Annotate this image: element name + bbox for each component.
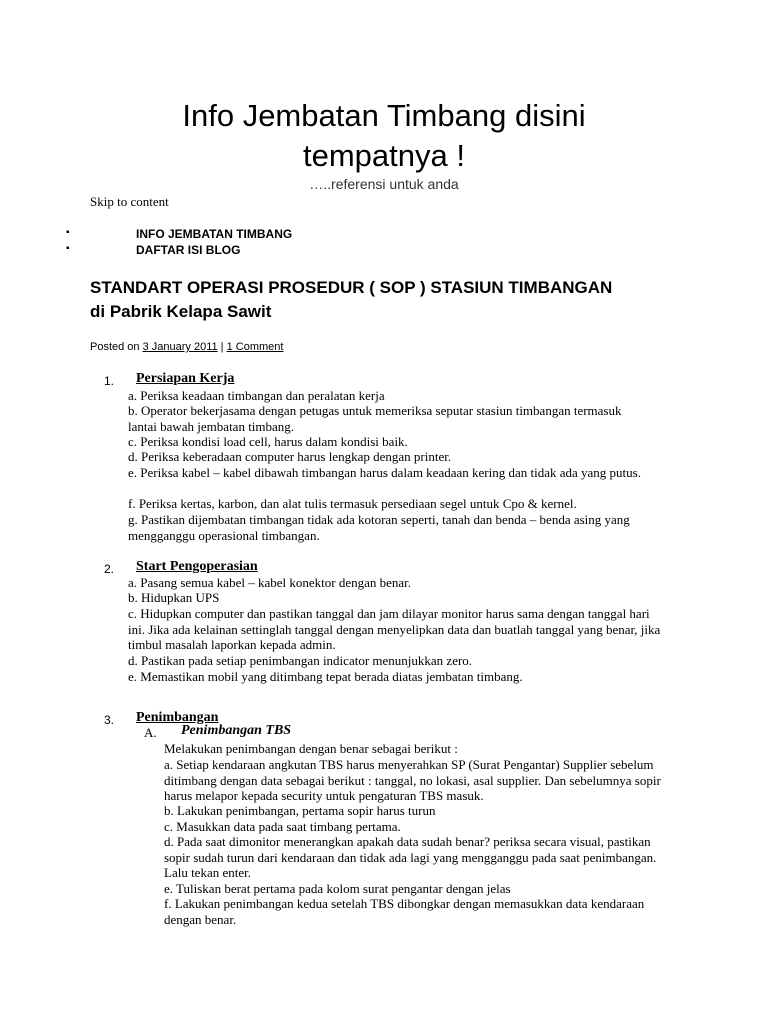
bullet-icon: ▪ — [66, 227, 70, 238]
list-item: d. Pada saat dimonitor menerangkan apakah data sudah benar? periksa secara visual, pastikan sopir sudah turun dari kendaraan dan tidak ada lagi yang mengganggu pada saat penimbangan. Lalu tekan enter. — [164, 834, 657, 881]
list-item: Melakukan penimbangan dengan benar sebagai berikut : — [164, 741, 458, 756]
site-tagline: …..referensi untuk anda — [309, 176, 459, 192]
section-heading: Penimbangan — [136, 710, 219, 725]
post-title-line-2[interactable]: di Pabrik Kelapa Sawit — [90, 302, 272, 321]
section-number: 2. — [104, 562, 115, 576]
list-item: c. Hidupkan computer dan pastikan tanggal dan jam dilayar monitor harus sama dengan tanggal hari ini. Jika ada kelainan settinglah tanggal dengan menyelipkan data dan buatlah tanggal yang benar, jika timbul masalah laporkan kepada admin. — [128, 606, 661, 653]
post-date-link[interactable]: 3 January 2011 — [142, 341, 218, 353]
list-item: d. Periksa keberadaan computer harus lengkap dengan printer. — [128, 449, 452, 464]
list-item: f. Periksa kertas, karbon, dan alat tulis termasuk persediaan segel untuk Cpo & kernel. — [128, 496, 577, 511]
list-item: a. Periksa keadaan timbangan dan peralatan kerja — [128, 388, 385, 403]
section-number: 3. — [104, 713, 115, 727]
site-title-line-1[interactable]: Info Jembatan Timbang disini — [182, 98, 586, 133]
list-item: a. Setiap kendaraan angkutan TBS harus menyerahkan SP (Surat Pengantar) Supplier sebelum ditimbang dengan data sebagai berikut : tanggal, no lokasi, asal supplier. Dan sebelumnya sopir harus melapor kepada security untuk pengaturan TBS masuk. — [164, 757, 661, 804]
list-item: b. Lakukan penimbangan, pertama sopir harus turun — [164, 803, 436, 818]
site-title-line-2[interactable]: tempatnya ! — [303, 138, 465, 173]
list-item: e. Memastikan mobil yang ditimbang tepat berada diatas jembatan timbang. — [128, 669, 523, 684]
list-item: c. Periksa kondisi load cell, harus dalam kondisi baik. — [128, 434, 408, 449]
list-item: e. Periksa kabel – kabel dibawah timbangan harus dalam keadaan kering dan tidak ada yang putus. — [128, 465, 641, 480]
list-item: g. Pastikan dijembatan timbangan tidak ada kotoran seperti, tanah dan benda – benda asing yang mengganggu operasional timbangan. — [128, 512, 630, 543]
subsection-letter: A. — [144, 725, 157, 740]
nav-item-label[interactable]: DAFTAR ISI BLOG — [136, 243, 241, 257]
list-item: d. Pastikan pada setiap penimbangan indicator menunjukkan zero. — [128, 653, 473, 668]
bullet-icon: ▪ — [66, 243, 70, 254]
list-item: b. Operator bekerjasama dengan petugas untuk memeriksa seputar stasiun timbangan termasuk lantai bawah jembatan timbang. — [128, 403, 622, 434]
list-item: e. Tuliskan berat pertama pada kolom surat pengantar dengan jelas — [164, 881, 511, 896]
list-item: f. Lakukan penimbangan kedua setelah TBS dibongkar dengan memasukkan data kendaraan dengan benar. — [164, 896, 645, 927]
list-item: b. Hidupkan UPS — [128, 590, 220, 605]
list-item: c. Masukkan data pada saat timbang pertama. — [164, 819, 401, 834]
section-number: 1. — [104, 374, 115, 388]
post-title-line-1[interactable]: STANDART OPERASI PROSEDUR ( SOP ) STASIUN TIMBANGAN — [90, 278, 613, 297]
posted-on-label: Posted on — [90, 341, 143, 353]
meta-separator: | — [217, 341, 227, 353]
comments-link[interactable]: 1 Comment — [226, 341, 284, 353]
section-heading: Persiapan Kerja — [136, 371, 235, 386]
section-heading: Start Pengoperasian — [136, 559, 258, 574]
subsection-heading: Penimbangan TBS — [181, 723, 292, 738]
list-item: a. Pasang semua kabel – kabel konektor dengan benar. — [128, 575, 412, 590]
nav-item-label[interactable]: INFO JEMBATAN TIMBANG — [136, 227, 293, 241]
skip-to-content-link[interactable]: Skip to content — [90, 194, 169, 209]
